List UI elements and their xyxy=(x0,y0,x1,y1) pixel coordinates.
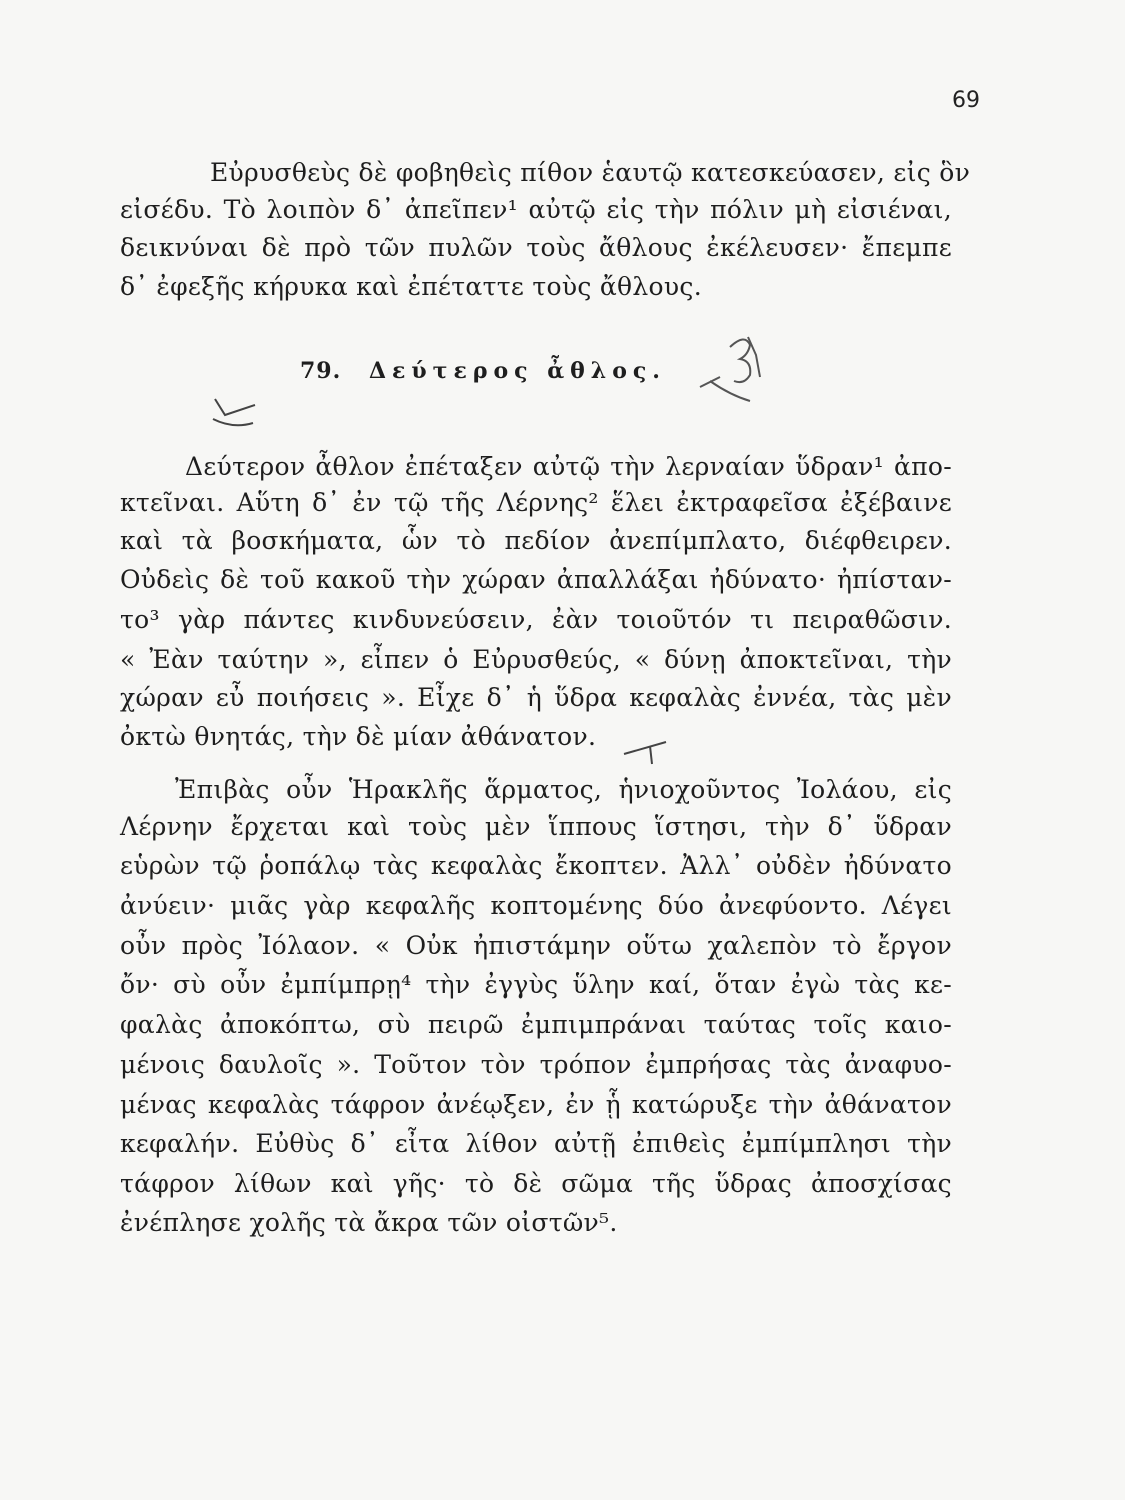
body-line-18 xyxy=(120,1129,952,1159)
body-line-4 xyxy=(120,565,952,595)
body-text: Λέρνην ἔρχεται καὶ τοὺς μὲν ἵππους ἵστησι, τὴν δ᾿ ὕδραν xyxy=(120,812,952,841)
body-text: ὄν· σὺ οὖν ἐμπίμπρῃ⁴ τὴν ἐγγὺς ὕλην καί, ὅταν ἐγὼ τὰς κε- xyxy=(120,970,952,999)
intro-text: δ᾿ ἐφεξῆς κήρυκα καὶ ἐπέταττε τοὺς ἄθλους. xyxy=(120,272,702,301)
body-text: εὑρὼν τῷ ῥοπάλῳ τὰς κεφαλὰς ἔκοπτεν. Ἀλλ᾿ οὐδὲν ἠδύνατο xyxy=(120,851,952,880)
body-text: τάφρον λίθων καὶ γῆς· τὸ δὲ σῶμα τῆς ὕδρας ἀποσχίσας xyxy=(120,1169,952,1198)
body-text: Οὐδεὶς δὲ τοῦ κακοῦ τὴν χώραν ἀπαλλάξαι ἠδύνατο· ἠπίσταν- xyxy=(120,565,952,594)
body-text: ὀκτὼ θνητάς, τὴν δὲ μίαν ἀθάνατον. xyxy=(120,722,597,751)
body-text: « Ἐὰν ταύτην », εἶπεν ὁ Εὐρυσθεύς, « δύνῃ ἀποκτεῖναι, τὴν xyxy=(120,645,952,674)
handwritten-margin-mark xyxy=(690,325,780,405)
section-title: Δεύτερος ἆθλος. xyxy=(368,358,666,384)
intro-line-1 xyxy=(210,158,971,188)
body-line-6 xyxy=(120,645,952,675)
body-text: οὖν πρὸς Ἰόλαον. « Οὐκ ἠπιστάμην οὕτω χαλεπὸν τὸ ἔργον xyxy=(120,931,952,960)
body-text: Δεύτερον ἆθλον ἐπέταξεν αὐτῷ τὴν λερναίαν ὕδραν¹ ἀπο- xyxy=(185,452,952,481)
intro-line-2 xyxy=(120,195,952,225)
body-line-20 xyxy=(120,1208,618,1238)
body-line-5 xyxy=(120,605,952,635)
body-line-13 xyxy=(120,931,952,961)
body-line-15 xyxy=(120,1010,952,1040)
intro-line-3 xyxy=(120,233,952,263)
body-line-2 xyxy=(120,488,952,518)
body-line-1 xyxy=(185,452,952,482)
body-text: φαλὰς ἀποκόπτω, σὺ πειρῶ ἐμπιμπράναι ταύτας τοῖς καιο- xyxy=(120,1010,952,1039)
body-line-16 xyxy=(120,1050,952,1080)
body-line-8 xyxy=(120,722,596,752)
section-heading xyxy=(300,358,666,384)
body-line-7 xyxy=(120,683,952,713)
body-line-9 xyxy=(175,775,952,805)
handwritten-check-mark xyxy=(203,395,263,435)
body-line-12 xyxy=(120,891,952,921)
body-line-3 xyxy=(120,526,952,556)
body-text: μένοις δαυλοῖς ». Τοῦτον τὸν τρόπον ἐμπρήσας τὰς ἀναφυο- xyxy=(120,1050,952,1079)
body-text: κεφαλήν. Εὐθὺς δ᾿ εἶτα λίθον αὐτῇ ἐπιθεὶς ἐμπίμπλησι τὴν xyxy=(120,1129,952,1158)
section-number: 79. xyxy=(300,358,342,384)
intro-text: Εὐρυσθεὺς δὲ φοβηθεὶς πίθον ἑαυτῷ κατεσκεύασεν, εἰς ὃν xyxy=(210,158,971,187)
body-text: ἐνέπλησε χολῆς τὰ ἄκρα τῶν οἰστῶν⁵. xyxy=(120,1208,618,1237)
body-line-10 xyxy=(120,812,952,842)
intro-line-4 xyxy=(120,272,702,302)
handwritten-end-mark xyxy=(620,732,670,768)
body-line-19 xyxy=(120,1169,952,1199)
body-text: το³ γὰρ πάντες κινδυνεύσειν, ἐὰν τοιοῦτόν τι πειραθῶσιν. xyxy=(120,605,952,634)
body-text: χώραν εὖ ποιήσεις ». Εἶχε δ᾿ ἡ ὕδρα κεφαλὰς ἐννέα, τὰς μὲν xyxy=(120,683,952,712)
body-text: κτεῖναι. Αὕτη δ᾿ ἐν τῷ τῆς Λέρνης² ἕλει ἐκτραφεῖσα ἐξέβαινε xyxy=(120,488,952,517)
body-line-17 xyxy=(120,1090,952,1120)
body-line-14 xyxy=(120,970,952,1000)
page-number: 69 xyxy=(952,88,980,113)
body-text: μένας κεφαλὰς τάφρον ἀνέῳξεν, ἐν ᾗ κατώρυξε τὴν ἀθάνατον xyxy=(120,1090,952,1119)
intro-text: εἰσέδυ. Τὸ λοιπὸν δ᾿ ἀπεῖπεν¹ αὐτῷ εἰς τὴν πόλιν μὴ εἰσιέναι, xyxy=(120,195,952,224)
body-text: καὶ τὰ βοσκήματα, ὧν τὸ πεδίον ἀνεπίμπλατο, διέφθειρεν. xyxy=(120,526,952,555)
body-line-11 xyxy=(120,851,952,881)
body-text: Ἐπιβὰς οὖν Ἡρακλῆς ἅρματος, ἡνιοχοῦντος Ἰολάου, εἰς xyxy=(175,775,952,804)
intro-text: δεικνύναι δὲ πρὸ τῶν πυλῶν τοὺς ἄθλους ἐκέλευσεν· ἔπεμπε xyxy=(120,233,952,262)
body-text: ἀνύειν· μιᾶς γὰρ κεφαλῆς κοπτομένης δύο ἀνεφύοντο. Λέγει xyxy=(120,891,952,920)
